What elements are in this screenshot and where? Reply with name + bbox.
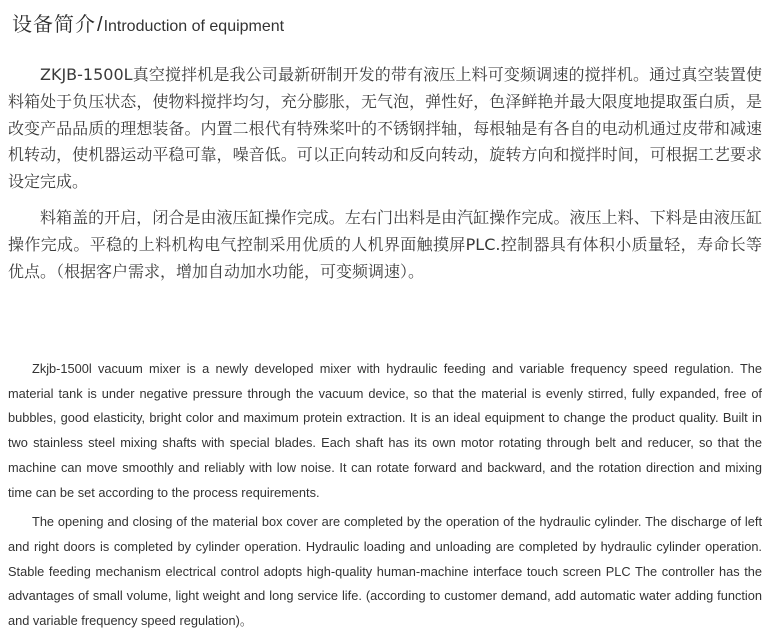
chinese-paragraph-2: 料箱盖的开启，闭合是由液压缸操作完成。左右门出料是由汽缸操作完成。液压上料、下料是由液压缸操作完成。平稳的上料机构电气控制采用优质的人机界面触摸屏PLC.控制器具有体积小质量轻，寿命长等优点。（根据客户需求，增加自动加水功能，可变频调速）。	[8, 207, 762, 281]
chinese-description	[8, 62, 762, 285]
title-english: Introduction of equipment	[103, 18, 285, 35]
chinese-paragraph-1: ZKJB-1500L真空搅拌机是我公司最新研制开发的带有液压上料可变频调速的搅拌机。通过真空装置使料箱处于负压状态，使物料搅拌均匀，充分膨胀，无气泡，弹性好，色泽鲜艳并最大限度地提取蛋白质，是改变产品品质的理想装备。内置二根代有特殊桨叶的不锈钢拌轴，每根轴是有各自的电动机通过皮带和减速机转动，使机器运动平稳可靠，噪音低。可以正向转动和反向转动，旋转方向和搅拌时间，可根据工艺要求设定完成。	[8, 65, 762, 192]
title-chinese: 设备简介	[12, 12, 96, 36]
section-header	[12, 8, 284, 37]
title-separator: /	[97, 14, 103, 36]
english-description	[8, 357, 762, 634]
english-paragraph-1: Zkjb-1500l vacuum mixer is a newly developed mixer with hydraulic feeding and variable frequency speed regulation. The material tank is under negative pressure through the vacuum device, so that the material is evenly stirred, fully expanded, free of bubbles, good elasticity, bright color and maximum protein extraction. It is an ideal equipment to change the product quality. Built in two stainless steel mixing shafts with special blades. Each shaft has its own motor rotating through belt and reducer, so that the machine can move smoothly and reliably with low noise. It can rotate forward and backward, and the rotation direction and mixing time can be set according to the process requirements.	[8, 361, 762, 500]
english-paragraph-2: The opening and closing of the material box cover are completed by the operation of the hydraulic cylinder. The discharge of left and right doors is completed by cylinder operation. Hydraulic loading and unloading are completed by hydraulic cylinder operation. Stable feeding mechanism electrical control adopts high-quality human-machine interface touch screen PLC The controller has the advantages of small volume, light weight and long service life. (according to customer demand, add automatic water adding function and variable frequency speed regulation)。	[8, 514, 762, 629]
